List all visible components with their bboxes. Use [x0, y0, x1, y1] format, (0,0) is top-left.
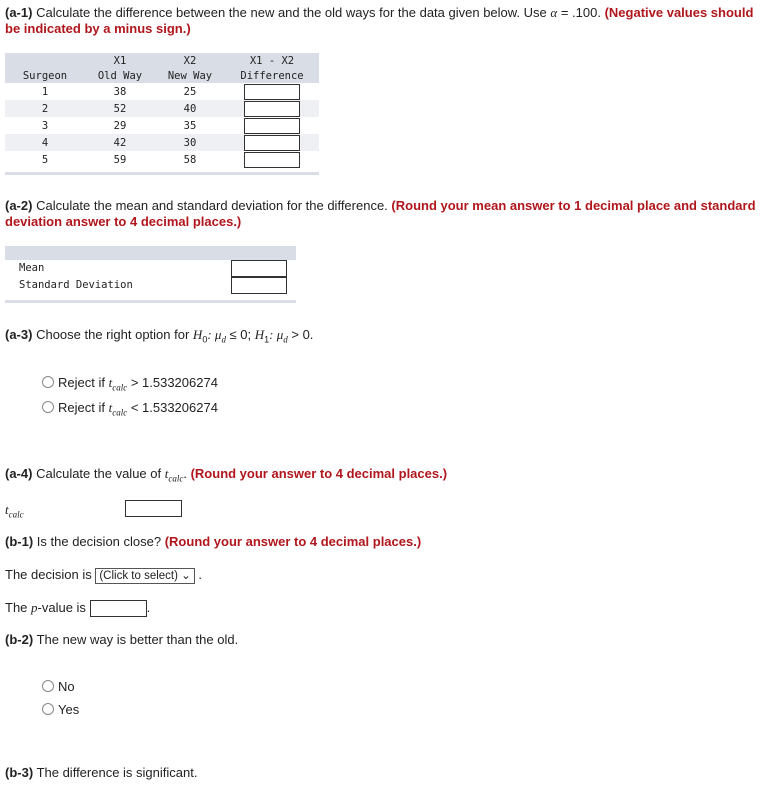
difference-table: [5, 53, 319, 175]
t-symbol: t: [108, 375, 113, 390]
difference-input[interactable]: [244, 84, 300, 100]
decision-row: [5, 567, 202, 584]
table-row: [5, 100, 319, 117]
h1-sub: 1: [264, 334, 270, 345]
header-x1: X1: [85, 53, 155, 68]
t-symbol: t: [5, 502, 9, 517]
mean-row: [5, 260, 296, 277]
d-sub: d: [221, 334, 226, 345]
header-old-way: Old Way: [85, 68, 155, 83]
option-prefix: Reject if: [58, 375, 109, 390]
new-way-cell: 25: [183, 85, 197, 98]
sd-input[interactable]: [231, 277, 287, 294]
new-way-cell: 58: [183, 153, 197, 166]
question-a3: [5, 327, 313, 348]
new-way-cell: 40: [155, 100, 225, 117]
sd-row: [5, 277, 296, 294]
period: .: [146, 600, 151, 615]
a2-text: Calculate the mean and standard deviation for the difference.: [36, 198, 388, 213]
label-b1: (b-1): [5, 534, 34, 549]
radio-button[interactable]: [42, 401, 54, 413]
a4-text: Calculate the value of: [36, 466, 165, 481]
b1-text: Is the decision close?: [36, 534, 162, 549]
question-b1: [5, 534, 421, 550]
header-surgeon: Surgeon: [5, 68, 85, 83]
h1-mu: : μ: [269, 327, 284, 342]
surgeon-cell: 3: [41, 119, 49, 132]
b2-text: The new way is better than the old.: [36, 632, 239, 647]
tcalc-row: [5, 502, 24, 523]
label-a3: (a-3): [5, 327, 33, 342]
h0-sub: 0: [202, 334, 208, 345]
d-sub: d: [283, 334, 288, 345]
question-b3: [5, 765, 197, 781]
radio-button[interactable]: [42, 680, 54, 692]
label-b2: (b-2): [5, 632, 34, 647]
a4-text-end: .: [183, 466, 187, 481]
label-a1: (a-1): [5, 5, 33, 20]
table-bottom-rule: [5, 172, 319, 175]
question-a1: [5, 5, 765, 37]
alpha-value: = .100.: [557, 5, 601, 20]
option-prefix: Reject if: [58, 400, 109, 415]
table-row: [5, 83, 319, 100]
b1-note: (Round your answer to 4 decimal places.): [164, 534, 422, 549]
h0-cond: ≤ 0;: [225, 327, 255, 342]
option-suffix: > 1.533206274: [127, 375, 218, 390]
calc-sub: calc: [168, 473, 184, 484]
decision-select[interactable]: [95, 568, 194, 584]
table-header-bar: [5, 246, 296, 260]
blank-head: [5, 53, 85, 68]
old-way-cell: 59: [113, 153, 127, 166]
select-value: (Click to select): [99, 569, 178, 582]
a1-note: (Negative values should be indicated by a minus sign.): [5, 5, 754, 36]
calc-sub: calc: [112, 407, 128, 418]
difference-input[interactable]: [244, 135, 300, 151]
old-way-cell: 38: [113, 85, 127, 98]
table-row: [5, 117, 319, 134]
decision-prefix: The decision is: [5, 567, 92, 582]
chevron-down-icon: ⌄: [181, 569, 191, 582]
header-difference: Difference: [225, 68, 319, 83]
label-a2: (a-2): [5, 198, 33, 213]
radio-button[interactable]: [42, 703, 54, 715]
option-yes-label: Yes: [58, 702, 80, 717]
h1-cond: > 0.: [287, 327, 314, 342]
mean-sd-table: [5, 246, 296, 303]
old-way-cell: 42: [85, 134, 155, 151]
header-x1-x2: X1 - X2: [225, 53, 319, 68]
question-a2: [5, 198, 765, 230]
new-way-cell: 35: [183, 119, 197, 132]
label-b3: (b-3): [5, 765, 34, 780]
option-suffix: < 1.533206274: [127, 400, 218, 415]
pvalue-input[interactable]: [90, 600, 147, 617]
table-row: [5, 134, 319, 151]
difference-input[interactable]: [244, 152, 300, 168]
surgeon-cell: 2: [5, 100, 85, 117]
calc-sub: calc: [8, 509, 24, 520]
h0-mu: : μ: [207, 327, 222, 342]
header-new-way: New Way: [155, 68, 225, 83]
question-a4: [5, 466, 447, 487]
h0-symbol: H: [192, 327, 203, 342]
a3-option-2[interactable]: [42, 400, 218, 421]
b3-text: The difference is significant.: [36, 765, 198, 780]
alpha-symbol: α: [550, 5, 558, 20]
b2-option-yes[interactable]: [42, 702, 79, 718]
pvalue-suffix: -value is: [37, 600, 86, 615]
tcalc-input[interactable]: [125, 500, 182, 517]
surgeon-cell: 1: [41, 85, 49, 98]
t-symbol: t: [108, 400, 113, 415]
table-bottom-rule: [5, 300, 296, 303]
radio-button[interactable]: [42, 376, 54, 388]
a2-note: (Round your mean answer to 1 decimal place and standard deviation answer to 4 decimal places.): [5, 198, 756, 229]
t-symbol: t: [164, 466, 169, 481]
period: .: [198, 567, 203, 582]
surgeon-cell: 5: [41, 153, 49, 166]
a4-note: (Round your answer to 4 decimal places.): [190, 466, 448, 481]
surgeon-cell: 4: [5, 134, 85, 151]
a3-option-1[interactable]: [42, 375, 218, 396]
pvalue-prefix: The: [5, 600, 32, 615]
old-way-cell: 29: [113, 119, 127, 132]
a1-text: Calculate the difference between the new and the old ways for the data given below. Use: [36, 5, 551, 20]
difference-input[interactable]: [244, 101, 300, 117]
header-x2: X2: [155, 53, 225, 68]
option-no-label: No: [58, 679, 75, 694]
pvalue-row: [5, 600, 150, 617]
new-way-cell: 30: [155, 134, 225, 151]
h1-symbol: H: [254, 327, 265, 342]
label-a4: (a-4): [5, 466, 33, 481]
p-symbol: p: [31, 600, 38, 615]
old-way-cell: 52: [85, 100, 155, 117]
question-b2: [5, 632, 238, 648]
calc-sub: calc: [112, 382, 128, 393]
table-row: [5, 151, 319, 168]
a3-text: Choose the right option for: [36, 327, 190, 342]
sd-label: Standard Deviation: [19, 279, 133, 291]
mean-label: Mean: [19, 262, 45, 274]
b2-option-no[interactable]: [42, 679, 75, 695]
mean-input[interactable]: [231, 260, 287, 277]
difference-input[interactable]: [244, 118, 300, 134]
